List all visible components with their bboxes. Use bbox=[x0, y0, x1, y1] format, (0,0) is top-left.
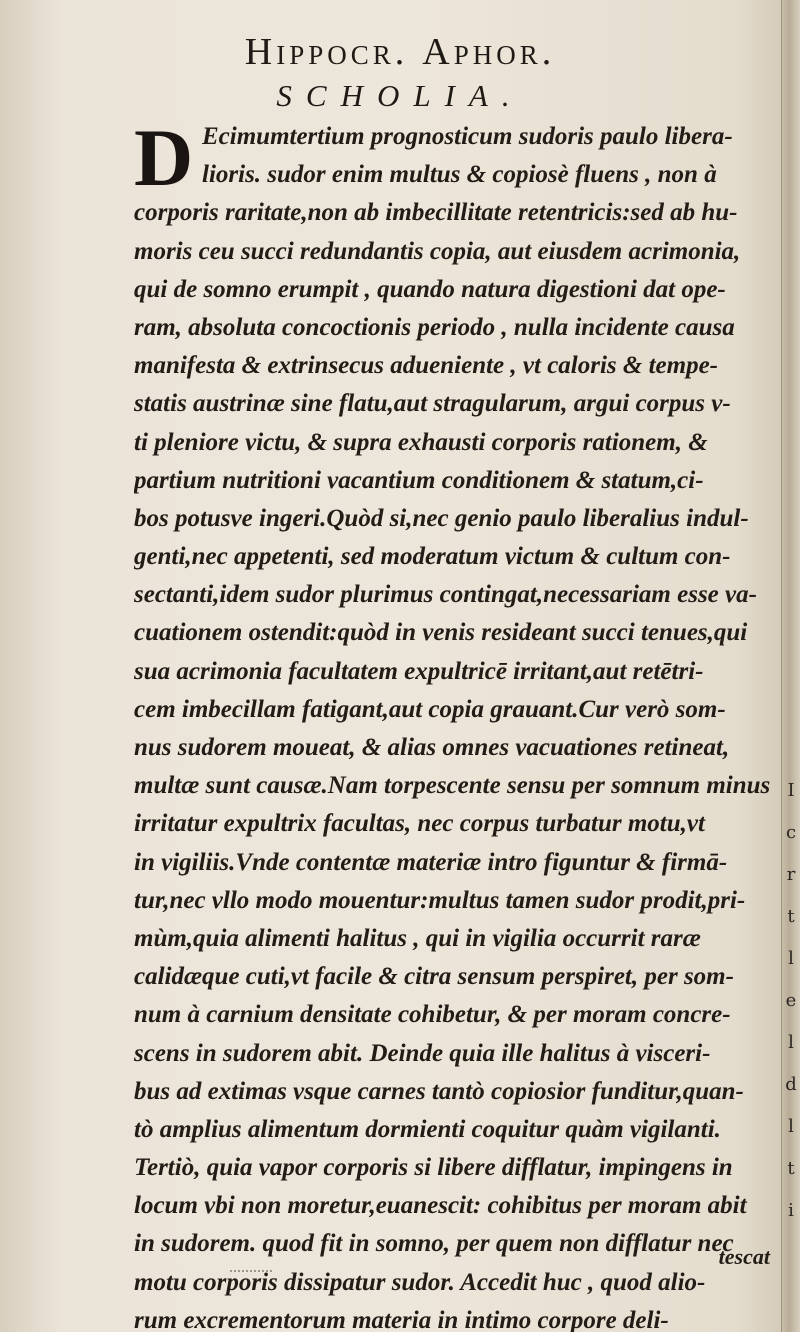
edge-letter: t bbox=[787, 1158, 795, 1179]
edge-letter: t bbox=[787, 906, 795, 927]
text-line: genti,nec appetenti, sed moderatum victum & cultum con- bbox=[134, 543, 731, 571]
text-line: moris ceu succi redundantis copia, aut eiusdem acrimonia, bbox=[134, 237, 741, 265]
text-line: num à carnium densitate cohibetur, & per moram concre- bbox=[134, 1001, 731, 1029]
text-line: nus sudorem moueat, & alias omnes vacuationes retineat, bbox=[134, 734, 730, 762]
edge-letter: l bbox=[788, 948, 794, 969]
edge-letter: I bbox=[787, 780, 795, 801]
ink-smudge bbox=[230, 1264, 272, 1272]
text-line: in vigiliis.Vnde contentæ materiæ intro figuntur & firmā- bbox=[134, 848, 728, 876]
opening-paragraph bbox=[134, 112, 774, 203]
text-line: tur,nec vllo modo mouentur:multus tamen sudor prodit,pri- bbox=[134, 886, 746, 914]
text-line: bus ad extimas vsque carnes tantò copiosior funditur,quan- bbox=[134, 1077, 744, 1105]
edge-letter: l bbox=[788, 1032, 794, 1053]
edge-letter: l bbox=[788, 1116, 794, 1137]
text-line: bos potusve ingeri.Quòd si,nec genio paulo liberalius indul- bbox=[134, 504, 749, 532]
text-line: scens in sudorem abit. Deinde quia ille halitus à visceri- bbox=[134, 1039, 711, 1067]
text-line: Tertiò, quia vapor corporis si libere difflatur, impingens in bbox=[134, 1154, 733, 1182]
text-line: tò amplius alimentum dormienti coquitur quàm vigilanti. bbox=[134, 1115, 721, 1143]
text-line: corporis raritate,non ab imbecillitate retentricis:sed ab hu- bbox=[134, 199, 738, 227]
text-line: irritatur expultrix facultas, nec corpus turbatur motu,vt bbox=[134, 810, 705, 838]
text-line: locum vbi non moretur,euanescit: cohibitus per moram abit bbox=[134, 1192, 747, 1220]
text-line: cem imbecillam fatigant,aut copia grauant.Cur verò som- bbox=[134, 695, 726, 723]
edge-letter: e bbox=[785, 990, 797, 1011]
edge-letter: d bbox=[785, 1074, 797, 1095]
text-line: sua acrimonia facultatem expultricē irritant,aut retētri- bbox=[134, 657, 704, 685]
running-head-left: Hippocr. bbox=[244, 31, 409, 73]
running-head bbox=[0, 30, 800, 74]
text-line: qui de somno erumpit , quando natura digestioni dat ope- bbox=[134, 275, 726, 303]
facing-page-letters bbox=[784, 770, 798, 1232]
text-line: cuationem ostendit:quòd in venis resideant succi tenues,qui bbox=[134, 619, 748, 647]
text-line: motu corporis dissipatur sudor. Accedit huc , quod alio- bbox=[134, 1268, 706, 1296]
facing-page-edge bbox=[781, 0, 800, 1332]
drop-cap-initial: D bbox=[134, 112, 194, 203]
edge-letter: r bbox=[786, 864, 796, 885]
edge-letter: c bbox=[785, 822, 797, 843]
text-line: mùm,quia alimenti halitus , qui in vigilia occurrit raræ bbox=[134, 924, 701, 952]
running-head-right: Aphor. bbox=[422, 31, 556, 73]
catchword: tescat bbox=[718, 1244, 770, 1269]
text-line: multæ sunt causæ.Nam torpescente sensu per somnum minus bbox=[134, 772, 771, 800]
text-line: sectanti,idem sudor plurimus contingat,necessariam esse va- bbox=[134, 581, 757, 609]
text-line: partium nutritioni vacantium conditionem & statum,ci- bbox=[134, 466, 704, 494]
text-line: statis austrinæ sine flatu,aut stragularum, argui corpus v- bbox=[134, 390, 731, 418]
text-line: manifesta & extrinsecus adueniente , vt caloris & tempe- bbox=[134, 352, 718, 380]
text-line: ram, absoluta concoctionis periodo , nulla incidente causa bbox=[134, 313, 735, 341]
section-title: SCHOLIA. bbox=[276, 78, 524, 113]
body-text bbox=[134, 112, 774, 1332]
text-line: Ecimumtertium prognosticum sudoris paulo libera- bbox=[202, 123, 733, 150]
text-line: calidæque cuti,vt facile & citra sensum perspiret, per som- bbox=[134, 963, 734, 991]
text-line: rum excrementorum materia in intimo corpore deli- bbox=[134, 1306, 669, 1332]
text-line: ti pleniore victu, & supra exhausti corporis rationem, & bbox=[134, 428, 708, 456]
edge-letter: i bbox=[788, 1200, 794, 1221]
text-line: in sudorem. quod fit in somno, per quem non difflatur nec bbox=[134, 1230, 734, 1258]
text-line: lioris. sudor enim multus & copiosè fluens , non à bbox=[202, 161, 717, 189]
